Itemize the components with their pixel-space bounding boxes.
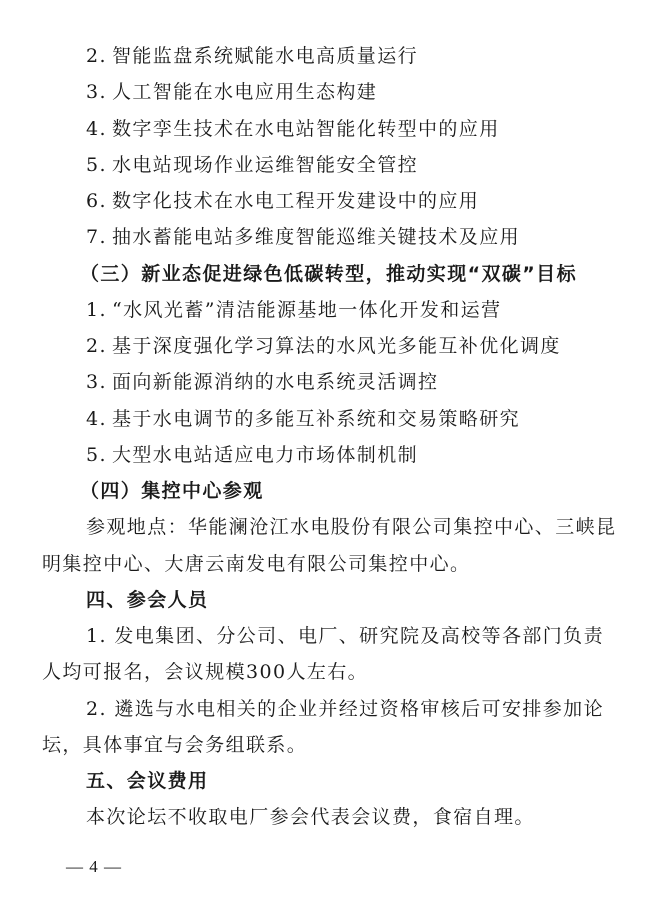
paragraph-line: 本次论坛不收取电厂参会代表会议费，食宿自理。 bbox=[86, 806, 535, 828]
list-item: 6. 数字化技术在水电工程开发建设中的应用 bbox=[86, 190, 480, 212]
paragraph-line: 人均可报名，会议规模300人左右。 bbox=[42, 661, 369, 683]
paragraph-line: 参观地点：华能澜沧江水电股份有限公司集控中心、三峡昆 bbox=[86, 516, 617, 538]
paragraph-line: 明集控中心、大唐云南发电有限公司集控中心。 bbox=[42, 553, 471, 575]
list-item: 2. 智能监盘系统赋能水电高质量运行 bbox=[86, 45, 419, 67]
list-item: 7. 抽水蓄能电站多维度智能巡维关键技术及应用 bbox=[86, 226, 521, 248]
list-item: 5. 水电站现场作业运维智能安全管控 bbox=[86, 154, 419, 176]
list-item: 4. 数字孪生技术在水电站智能化转型中的应用 bbox=[86, 118, 500, 140]
section-heading: 五、会议费用 bbox=[86, 770, 209, 792]
paragraph-line: 2. 遴选与水电相关的企业并经过资格审核后可安排参加论 bbox=[86, 698, 604, 720]
list-item: 4. 基于水电调节的多能互补系统和交易策略研究 bbox=[86, 408, 521, 430]
paragraph-line: 坛，具体事宜与会务组联系。 bbox=[42, 734, 308, 756]
page-number: — 4 — bbox=[66, 857, 122, 876]
section-heading: （四）集控中心参观 bbox=[80, 480, 264, 502]
section-heading: （三）新业态促进绿色低碳转型，推动实现“双碳”目标 bbox=[80, 263, 577, 285]
list-item: 3. 人工智能在水电应用生态构建 bbox=[86, 81, 378, 103]
list-item: 2. 基于深度强化学习算法的水风光多能互补优化调度 bbox=[86, 335, 561, 357]
list-item: 5. 大型水电站适应电力市场体制机制 bbox=[86, 444, 419, 466]
section-heading: 四、参会人员 bbox=[86, 589, 209, 611]
paragraph-line: 1. 发电集团、分公司、电厂、研究院及高校等各部门负责 bbox=[86, 625, 604, 647]
list-item: 3. 面向新能源消纳的水电系统灵活调控 bbox=[86, 371, 439, 393]
list-item: 1. “水风光蓄”清洁能源基地一体化开发和运营 bbox=[86, 299, 502, 321]
